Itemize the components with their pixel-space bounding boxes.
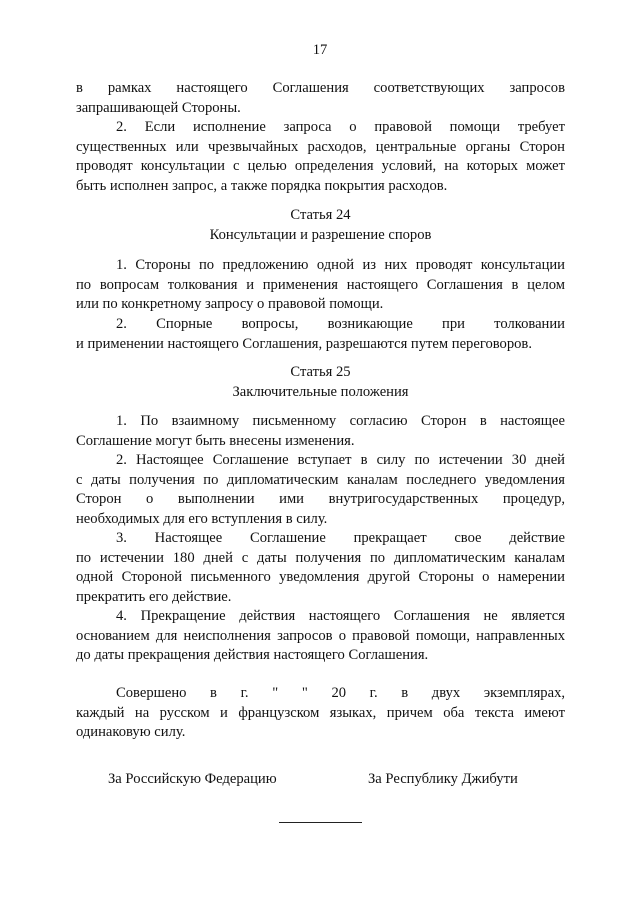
article-25-p2 bbox=[76, 451, 565, 529]
intro-paragraph bbox=[76, 79, 565, 118]
word: 2. Если bbox=[116, 119, 176, 135]
article-24-title: Консультации и разрешение споров bbox=[209, 226, 432, 243]
closing-quote-open: " bbox=[272, 685, 279, 701]
a25-p4-line-3: до даты прекращения действия настоящего Соглашения. bbox=[76, 647, 429, 663]
word: при bbox=[442, 316, 465, 332]
a25-p2-line-3 bbox=[76, 490, 565, 510]
article-24-number: Статья 24 bbox=[290, 207, 351, 223]
intro-line-1 bbox=[76, 79, 565, 99]
a24-p1-line-1: 1. Стороны по предложению одной из них проводят консультации bbox=[116, 257, 565, 273]
p2-line-1 bbox=[76, 118, 565, 138]
word: процедур, bbox=[502, 491, 566, 507]
a25-p3-line-3: одной Стороной письменного уведомления другой Стороны о намерении bbox=[76, 569, 565, 585]
word: прекращает bbox=[353, 530, 427, 546]
a25-p4-line-1: 4. Прекращение действия настоящего Соглашения не является bbox=[116, 608, 565, 624]
word: Сторон bbox=[76, 491, 122, 507]
word: свое bbox=[454, 530, 482, 546]
a25-p4-line-2: основанием для неисполнения запросов о правовой помощи, направленных bbox=[76, 627, 565, 644]
a24-p2-line-1 bbox=[76, 315, 565, 335]
closing-paragraph bbox=[76, 684, 565, 743]
a25-p2-line-1: 2. Настоящее Соглашение вступает в силу по истечении 30 дней bbox=[116, 452, 565, 468]
signature-djibouti: За Республику Джибути bbox=[368, 771, 518, 787]
paragraph-2 bbox=[76, 118, 565, 196]
closing-line-3: одинаковую силу. bbox=[76, 724, 186, 740]
word: настоящего bbox=[176, 80, 248, 96]
closing-line-1 bbox=[76, 684, 565, 704]
word: запроса bbox=[283, 119, 332, 135]
a25-p1-line-2: Соглашение могут быть внесены изменения. bbox=[76, 432, 355, 449]
word: внутригосударственных bbox=[328, 491, 479, 507]
intro-line-2: запрашивающей Стороны. bbox=[76, 99, 241, 116]
word: о bbox=[349, 119, 357, 135]
article-24-heading bbox=[76, 206, 565, 245]
closing-done-prefix: Совершено в г. bbox=[116, 685, 249, 701]
signature-russia: За Российскую Федерацию bbox=[108, 771, 277, 787]
word: возникающие bbox=[327, 316, 413, 332]
word: помощи bbox=[449, 119, 501, 135]
a25-p1-line-1: 1. По взаимному письменному согласию Сторон в настоящее bbox=[116, 413, 565, 429]
word: в bbox=[76, 80, 83, 96]
word: исполнение bbox=[192, 119, 266, 135]
word: Соглашения bbox=[272, 80, 349, 96]
a24-p2-line-2: и применении настоящего Соглашения, разрешаются путем переговоров. bbox=[76, 335, 532, 352]
word: правовой bbox=[374, 119, 432, 135]
word: Соглашение bbox=[249, 530, 326, 546]
p2-line-3: проводят консультации с целью определения условий, на которых может bbox=[76, 158, 565, 174]
word: действие bbox=[509, 530, 566, 546]
article-24-p1 bbox=[76, 256, 565, 315]
article-25-number: Статья 25 bbox=[290, 364, 351, 380]
a24-p1-line-3: или по конкретному запросу о правовой помощи. bbox=[76, 296, 384, 312]
article-25-p1 bbox=[76, 412, 565, 451]
word: запросов bbox=[509, 80, 565, 96]
a25-p3-line-1 bbox=[76, 529, 565, 549]
p2-line-2: существенных или чрезвычайных расходов, центральные органы Сторон bbox=[76, 138, 565, 155]
word: 3. Настоящее bbox=[116, 530, 223, 546]
closing-done-suffix: г. в двух экземплярах, bbox=[369, 685, 566, 701]
a24-p1-line-2: по вопросам толкования и применения настоящего Соглашения в целом bbox=[76, 276, 565, 293]
footer-divider bbox=[279, 822, 362, 823]
closing-line-2: каждый на русском и французском языках, причем оба текста имеют bbox=[76, 704, 565, 721]
article-24-p2 bbox=[76, 315, 565, 354]
word: ими bbox=[279, 491, 304, 507]
closing-year-prefix: 20 bbox=[331, 685, 347, 701]
closing-quote-close: " bbox=[301, 685, 308, 701]
a25-p2-line-2: с даты получения по дипломатическим каналам последнего уведомления bbox=[76, 471, 565, 488]
a25-p3-line-2: по истечении 180 дней с даты получения по дипломатическим каналам bbox=[76, 549, 565, 566]
a25-p3-line-4: прекратить его действие. bbox=[76, 588, 232, 605]
article-25-heading bbox=[76, 363, 565, 402]
word: о bbox=[146, 491, 154, 507]
word: толковании bbox=[494, 316, 565, 332]
p2-line-4: быть исполнен запрос, а также порядка покрытия расходов. bbox=[76, 177, 448, 194]
word: 2. Спорные bbox=[116, 316, 213, 332]
word: соответствующих bbox=[373, 80, 485, 96]
article-25-p4 bbox=[76, 607, 565, 666]
article-25-p3 bbox=[76, 529, 565, 607]
word: вопросы, bbox=[241, 316, 299, 332]
article-25-title: Заключительные положения bbox=[232, 383, 409, 400]
word: рамках bbox=[107, 80, 152, 96]
page-number: 17 bbox=[312, 42, 328, 58]
word: выполнении bbox=[177, 491, 255, 507]
word: требует bbox=[517, 119, 565, 135]
a25-p2-line-4: необходимых для его вступления в силу. bbox=[76, 510, 328, 527]
